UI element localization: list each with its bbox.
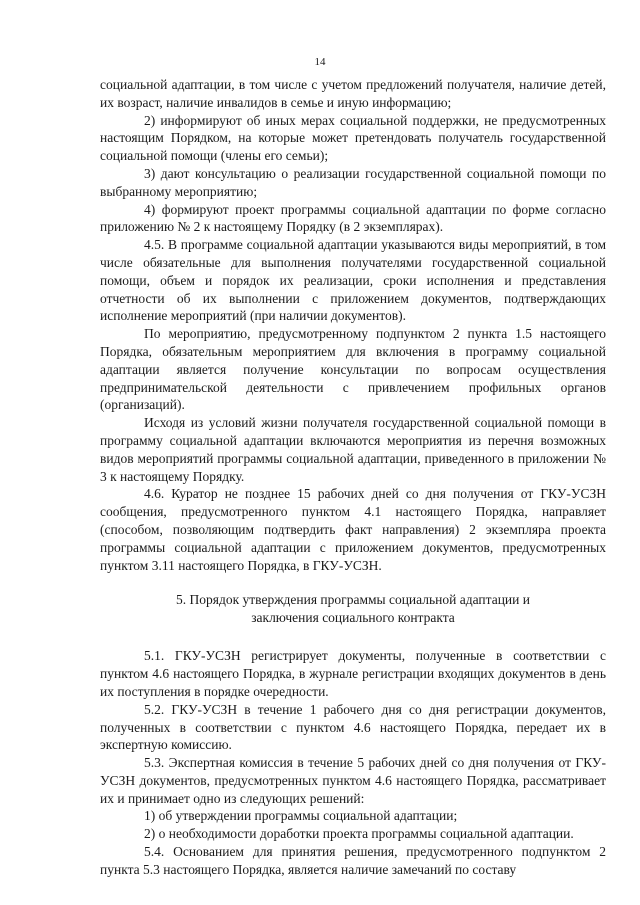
paragraph: 5.4. Основанием для принятия решения, предусмотренного подпунктом 2 пункта 5.3 настоящего Порядка, является наличие замечаний по составу (100, 844, 606, 877)
paragraph: 2) информируют об иных мерах социальной поддержки, не предусмотренных настоящим Порядком, на которые может претендовать получатель государственной социальной помощи (члены его семьи); (100, 112, 606, 164)
paragraph: 1) об утверждении программы социальной адаптации; (144, 808, 458, 824)
paragraph: 5.2. ГКУ-УСЗН в течение 1 рабочего дня со дня регистрации документов, полученных в соответствии с пунктом 4.6 настоящего Порядка, передает их в экспертную комиссию. (100, 701, 606, 753)
paragraph: Исходя из условий жизни получателя государственной социальной помощи в программу социальной адаптации включаются мероприятия из перечня возможных видов мероприятий программы социальной адаптации, приведенного в приложении № 3 к настоящему Порядку. (100, 415, 606, 484)
section-heading-line: 5. Порядок утверждения программы социальной адаптации и (176, 592, 530, 608)
paragraph: По мероприятию, предусмотренному подпунктом 2 пункта 1.5 настоящего Порядка, обязательным мероприятием для включения в программу социальной адаптации является получение консультации по вопросам осуществления предпринимательской деятельности с привлечением профильных органов (организаций). (100, 326, 606, 413)
document-body (100, 76, 606, 879)
paragraph: 5.3. Экспертная комиссия в течение 5 рабочих дней со дня получения от ГКУ-УСЗН документов, предусмотренных пунктом 4.6 настоящего Порядка, рассматривает их и принимает одно из следующих решений: (100, 755, 606, 806)
section-heading (100, 591, 606, 627)
paragraph: 5.1. ГКУ-УСЗН регистрирует документы, полученные в соответствии с пунктом 4.6 настоящего Порядка, в журнале регистрации входящих документов в день их поступления в порядке очередности. (100, 648, 606, 699)
paragraph: социальной адаптации, в том числе с учетом предложений получателя, наличие детей, их возраст, наличие инвалидов в семье и иную информацию; (100, 77, 606, 110)
paragraph: 4) формируют проект программы социальной адаптации по форме согласно приложению № 2 к настоящему Порядку (в 2 экземплярах). (100, 201, 606, 235)
paragraph: 4.5. В программе социальной адаптации указываются виды мероприятий, в том числе обязательные для выполнения получателями государственной социальной помощи, объем и порядок их реализации, сроки исполнения и представления отчетности об их выполнении с приложением документов, подтверждающих исполнение мероприятий (при наличии документов). (100, 237, 606, 324)
paragraph: 3) дают консультацию о реализации государственной социальной помощи по выбранному мероприятию; (100, 165, 606, 199)
page-number: 14 (314, 56, 326, 68)
section-heading-line: заключения социального контракта (251, 610, 455, 626)
paragraph: 2) о необходимости доработки проекта программы социальной адаптации. (144, 826, 574, 842)
paragraph: 4.6. Куратор не позднее 15 рабочих дней со дня получения от ГКУ-УСЗН сообщения, предусмотренного пунктом 4.1 настоящего Порядка, направляет (способом, позволяющим подтвердить факт направления) 2 экземпляра проекта программы социальной адаптации с приложением документов, предусмотренных пунктом 3.11 настоящего Порядка, в ГКУ-УСЗН. (100, 486, 606, 573)
